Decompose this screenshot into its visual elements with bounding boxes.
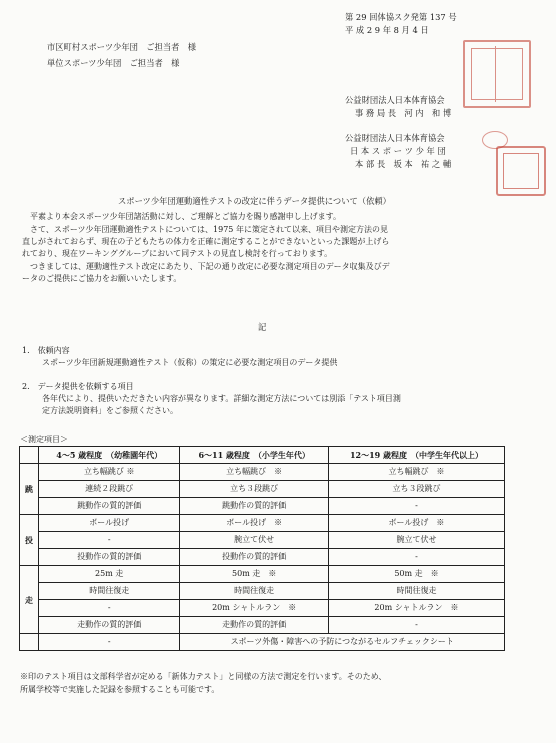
body-line: 平素より本会スポーツ少年団諸活動に対し、ご理解とご協力を賜り感謝申し上げます。 (22, 212, 342, 221)
table-row (20, 566, 505, 583)
table-header-row (20, 447, 505, 464)
table-cell: ボール投げ ※ (180, 515, 329, 532)
table-cell: ボール投げ ※ (328, 515, 504, 532)
category-blank (20, 634, 39, 651)
table-cell: - (39, 532, 180, 549)
table-cell: 立ち３段跳び (328, 481, 504, 498)
table-row (20, 549, 505, 566)
table-row (20, 583, 505, 600)
table-cell: 跳動作の質的評価 (180, 498, 329, 515)
table-row (20, 481, 505, 498)
footnote-line: ※印のテスト項目は文部科学省が定める「新体力テスト」と同様の方法で測定を行います。そのため、 (20, 672, 387, 681)
sender-2-role: 本 部 長 坂 本 祐 之 輔 (355, 159, 452, 169)
body-line: さて、スポーツ少年団運動適性テストについては、1975 年に策定されて以来、項目や測定方法の見 (22, 225, 388, 234)
table-cell: 跳動作の質的評価 (39, 498, 180, 515)
table-cell: - (328, 549, 504, 566)
table-row (20, 515, 505, 532)
document-title: スポーツ少年団運動適性テストの改定に伴うデータ提供について（依頼） (118, 196, 391, 206)
table-row (20, 498, 505, 515)
recipient-1: 市区町村スポーツ少年団 ご担当者 様 (47, 42, 197, 52)
table-cell: 20m シャトルラン ※ (328, 600, 504, 617)
table-cell: 走動作の質的評価 (180, 617, 329, 634)
table-cell: 時間往復走 (180, 583, 329, 600)
category-jump: 跳 (20, 464, 39, 515)
table-row (20, 600, 505, 617)
table-cell: - (39, 600, 180, 617)
table-row (20, 617, 505, 634)
sender-2-org2: 日 本 ス ポ ー ツ 少 年 団 (350, 146, 446, 156)
table-cell: 走動作の質的評価 (39, 617, 180, 634)
document-date: 平 成 2 9 年 8 月 4 日 (345, 25, 429, 35)
table-cell: 50m 走 ※ (180, 566, 329, 583)
table-cell: 25m 走 (39, 566, 180, 583)
table-cell: 50m 走 ※ (328, 566, 504, 583)
table-cell: - (328, 617, 504, 634)
measurement-table (19, 446, 505, 651)
headquarters-seal (496, 146, 546, 196)
category-throw: 投 (20, 515, 39, 566)
table-cell: 時間往復走 (39, 583, 180, 600)
table-cell-selfcheck: スポーツ外傷・障害への予防につながるセルフチェックシート (180, 634, 505, 651)
document-number: 第 29 回体協スク発第 137 号 (345, 12, 457, 22)
table-cell: - (39, 634, 180, 651)
column-header: 12～19 歳程度 （中学生年代以上） (328, 447, 504, 464)
association-seal (463, 40, 531, 108)
table-cell: 腕立て伏せ (180, 532, 329, 549)
table-cell: 立ち３段跳び (180, 481, 329, 498)
table-cell: 連続２段跳び (39, 481, 180, 498)
recipient-2: 単位スポーツ少年団 ご担当者 様 (47, 58, 180, 68)
table-row (20, 532, 505, 549)
table-cell: 腕立て伏せ (328, 532, 504, 549)
table-cell: 立ち幅跳び ※ (39, 464, 180, 481)
table-cell: 20m シャトルラン ※ (180, 600, 329, 617)
table-row (20, 464, 505, 481)
table-cell: 立ち幅跳び ※ (180, 464, 329, 481)
ki-heading: 記 (258, 322, 267, 332)
footnote-line: 所属学校等で実施した記録を参照することも可能です。 (20, 685, 220, 694)
table-cell: - (328, 498, 504, 515)
table-caption: ＜測定項目＞ (20, 435, 68, 444)
table-row (20, 634, 505, 651)
table-cell: 立ち幅跳び ※ (328, 464, 504, 481)
body-line: 直しがされておらず、現在の子どもたちの体力を正確に測定することができないといった課題が上げら (22, 237, 390, 246)
sender-1-role: 事 務 局 長 河 内 和 博 (355, 108, 452, 118)
section-1-text: スポーツ少年団新規運動適性テスト（仮称）の策定に必要な測定項目のデータ提供 (42, 358, 338, 367)
table-cell: 投動作の質的評価 (39, 549, 180, 566)
table-cell: 投動作の質的評価 (180, 549, 329, 566)
column-header: 6～11 歳程度 （小学生年代） (180, 447, 329, 464)
category-corner (20, 447, 39, 464)
body-line: れており、現在ワーキンググループにおいて同テストの見直し検討を行っております。 (22, 249, 333, 258)
sender-1-org: 公益財団法人日本体育協会 (345, 95, 445, 105)
section-2-line: 定方法説明資料」をご参照ください。 (42, 406, 178, 415)
table-cell: 時間往復走 (328, 583, 504, 600)
column-header: 4～5 歳程度 （幼稚園年代） (39, 447, 180, 464)
table-cell: ボール投げ (39, 515, 180, 532)
category-run: 走 (20, 566, 39, 634)
section-2-line: 各年代により、提供いただきたい内容が異なります。詳細な測定方法については別添「テスト項目測 (42, 394, 401, 403)
body-line: つきましては、運動適性テスト改定にあたり、下記の通り改定に必要な測定項目のデータ収集及びデ (22, 262, 390, 271)
body-line: ータのご提供にご協力をお願いいたします。 (22, 274, 182, 283)
sender-2-org: 公益財団法人日本体育協会 (345, 133, 445, 143)
section-2-heading: 2. データ提供を依頼する項目 (22, 382, 134, 391)
section-1-heading: 1. 依頼内容 (22, 346, 70, 355)
